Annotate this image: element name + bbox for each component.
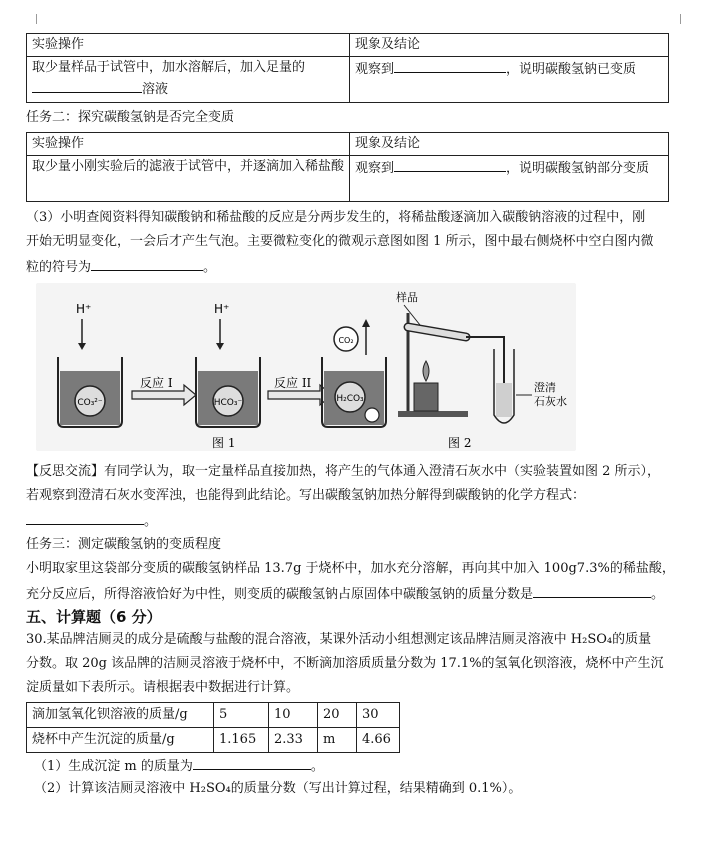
sub-question-1-text: （1）生成沉淀 m 的质量为 [34, 759, 193, 774]
hco3-label: HCO₃⁻ [213, 398, 243, 408]
task2-title: 任务二：探究碳酸氢钠是否完全变质 [26, 110, 235, 125]
table2-result-suffix: ，说明碳酸氢钠部分变质 [506, 161, 650, 177]
row2-value: 2.33 [269, 728, 318, 753]
limewater-label-1: 澄清 [534, 381, 556, 394]
sub-question-1 [34, 755, 694, 777]
precipitate-data-table [26, 702, 400, 753]
experiment-table-2 [26, 132, 669, 202]
table1-result-suffix: ，说明碳酸氢钠已变质 [506, 62, 637, 78]
task3-line-1: 小明取家里这袋部分变质的碳酸氢钠样品 13.7g 于烧杯中，加水充分溶解，再向其中加入 100g7.3%的稀盐酸， [26, 561, 675, 576]
h-plus-label-2: H⁺ [214, 302, 230, 316]
beaker-1 [58, 357, 122, 427]
answer-blank [394, 58, 506, 73]
figure-panel [36, 283, 576, 451]
q3-line-3-text: 粒的符号为 [26, 260, 92, 275]
reaction-1-label: 反应 I [140, 376, 173, 390]
page-corner-mark [26, 14, 37, 24]
table2-result-prefix: 观察到 [355, 161, 395, 177]
sub-question-1-end: 。 [310, 759, 324, 774]
row2-label: 烧杯中产生沉淀的质量/g [27, 728, 214, 753]
drop-arrow-head-2 [216, 343, 224, 350]
experiment-table-1 [26, 33, 669, 103]
figure-svg [36, 283, 576, 451]
reflection-line-3 [26, 510, 686, 532]
row2-value: m [318, 728, 357, 753]
figure-2-caption: 图 2 [448, 436, 472, 450]
answer-blank [26, 510, 144, 525]
table1-header-result: 现象及结论 [350, 34, 669, 57]
table2-header-result: 现象及结论 [350, 133, 669, 156]
reflection-line-1: 【反思交流】有同学认为，取一定量样品直接加热，将产生的气体通入澄清石灰水中（实验装置如图 2 所示）， [26, 464, 661, 479]
page-corner-mark [680, 14, 691, 24]
answer-blank [533, 583, 651, 598]
answer-blank [193, 755, 311, 770]
q3-line-1: （3）小明查阅资料得知碳酸钠和稀盐酸的反应是分两步发生的，将稀盐酸逐滴加入碳酸钠溶液的过程中，刚 [26, 210, 646, 225]
table1-header-operation: 实验操作 [27, 34, 350, 57]
drop-arrow-head-1 [78, 343, 86, 350]
task3-title: 任务三：测定碳酸氢钠的变质程度 [26, 537, 222, 552]
row2-value: 4.66 [357, 728, 400, 753]
q30-line-1: 30.某品牌洁厕灵的成分是硫酸与盐酸的混合溶液，某课外活动小组想测定该品牌洁厕灵溶液中 H₂SO₄的质量 [26, 632, 652, 647]
reaction-2-label: 反应 II [274, 376, 312, 390]
table1-operation-text-end: 溶液 [142, 82, 169, 98]
table1-result-cell [350, 57, 669, 103]
task3-line-2 [26, 583, 686, 605]
answer-blank [32, 78, 142, 93]
table1-operation-text: 取少量样品于试管中，加水溶解后，加入足量的 [32, 60, 306, 76]
sub-question-2: （2）计算该洁厕灵溶液中 H₂SO₄的质量分数（写出计算过程，结果精确到 0.1%）。 [34, 781, 522, 796]
task3-line-2-text: 充分反应后，所得溶液恰好为中性，则变质的碳酸氢钠占原固体中碳酸氢钠的质量分数是 [26, 587, 534, 602]
section-5-heading: 五、计算题（6 分） [26, 608, 162, 626]
table-row [27, 728, 400, 753]
beaker-2 [196, 357, 260, 427]
row1-label: 滴加氢氧化钡溶液的质量/g [27, 703, 214, 728]
row2-value: 1.165 [214, 728, 269, 753]
q3-line-2: 开始无明显变化，一会后才产生气泡。主要微粒变化的微观示意图如图 1 所示，图中最右侧烧杯中空白图内微 [26, 234, 654, 249]
limewater-label-2: 石灰水 [534, 395, 567, 408]
table-row [27, 703, 400, 728]
h2co3-label: H₂CO₃ [336, 394, 364, 404]
q30-line-2: 分数。取 20g 该品牌的洁厕灵溶液于烧杯中，不断滴加溶质质量分数为 17.1%的氢氧化钡溶液，烧杯中产生沉 [26, 656, 664, 671]
table1-operation-cell [27, 57, 350, 103]
table1-result-prefix: 观察到 [355, 62, 395, 78]
answer-blank [91, 256, 203, 271]
blank-particle-circle [365, 408, 379, 422]
row1-value: 30 [357, 703, 400, 728]
table2-header-operation: 实验操作 [27, 133, 350, 156]
row1-value: 5 [214, 703, 269, 728]
q3-line-3 [26, 256, 686, 278]
beaker-3 [322, 357, 386, 427]
figure-1-caption: 图 1 [212, 436, 236, 450]
reflection-line-3-end: 。 [144, 514, 158, 529]
table2-operation-cell: 取少量小刚实验后的滤液于试管中，并逐滴加入稀盐酸 [27, 156, 350, 202]
co3-label: CO₃²⁻ [77, 398, 103, 408]
row1-value: 10 [269, 703, 318, 728]
sample-label: 样品 [396, 291, 418, 304]
table2-result-cell [350, 156, 669, 202]
gas-up-arrow-head [362, 319, 370, 327]
task3-line-2-end: 。 [651, 587, 665, 602]
answer-blank [394, 157, 506, 172]
q3-line-3-end: 。 [203, 260, 217, 275]
reflection-line-2: 若观察到澄清石灰水变浑浊，也能得到此结论。写出碳酸氢钠加热分解得到碳酸钠的化学方程式： [26, 488, 586, 503]
row1-value: 20 [318, 703, 357, 728]
co2-label: CO₂ [338, 336, 354, 345]
apparatus-figure-2 [396, 290, 567, 423]
q30-line-3: 淀质量如下表所示。请根据表中数据进行计算。 [26, 680, 300, 695]
h-plus-label-1: H⁺ [76, 302, 92, 316]
